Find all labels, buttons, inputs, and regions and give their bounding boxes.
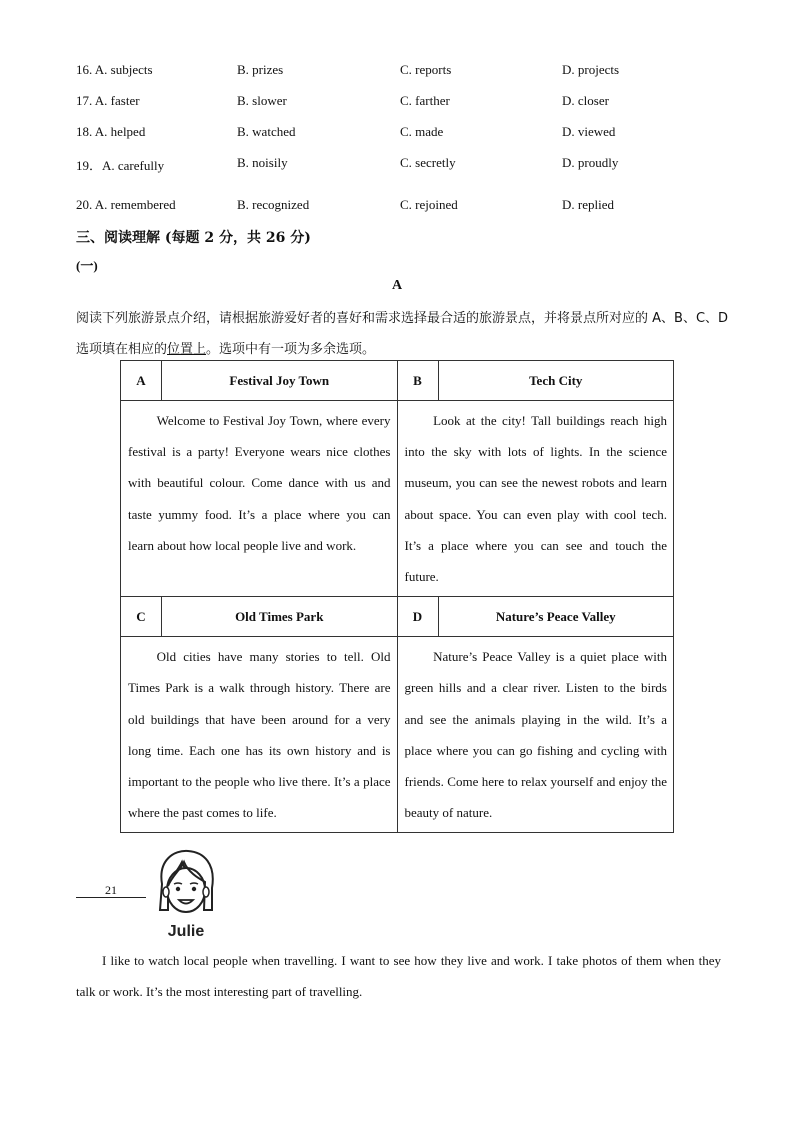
attraction-cell-c (121, 597, 398, 833)
option-d: D. viewed (562, 124, 616, 139)
attraction-name: Nature’s Peace Valley (495, 608, 616, 624)
option-b: B. prizes (237, 62, 284, 77)
option-a: 18. A. helped (76, 124, 146, 139)
attraction-cell-d (397, 597, 674, 833)
attraction-description: Old cities have many stories to tell. Old Times Park is a walk through history. There are old buildings that have been around for a very long time. Each one has its own history and is important to the people who live there. It’s a place where the past comes to life. (121, 636, 397, 832)
option-d: D. proudly (562, 155, 619, 170)
instructions-underlined: 位置上 (167, 342, 207, 357)
option-b: B. watched (237, 124, 296, 139)
answer-blank-21[interactable]: 21 (76, 884, 146, 898)
part-label: (一) (76, 258, 98, 273)
attraction-cell-a (121, 361, 398, 597)
person-name: Julie (167, 923, 205, 940)
option-d: D. closer (562, 93, 609, 108)
attraction-name: Tech City (529, 372, 583, 388)
option-b: B. noisily (237, 155, 288, 170)
instructions (76, 303, 736, 365)
attraction-name: Old Times Park (235, 608, 324, 624)
option-c: C. made (400, 124, 444, 139)
option-a: 16. A. subjects (76, 62, 153, 77)
attractions-table (120, 360, 674, 833)
section-title: 三、阅读理解 (每题 2 分，共 26 分) (76, 230, 311, 246)
option-c: C. secretly (400, 155, 456, 170)
attraction-letter: C (121, 597, 162, 636)
choice-list (76, 62, 716, 228)
attraction-name: Festival Joy Town (229, 372, 330, 388)
instructions-text-end: 。选项中有一项为多余选项。 (206, 342, 376, 357)
julie-statement: I like to watch local people when travelling. I want to see how they live and work. I take photos of them when they talk or work. It’s the most interesting part of travelling. (76, 953, 721, 999)
option-c: C. farther (400, 93, 450, 108)
option-a: 19．A. carefully (76, 158, 165, 173)
option-a: 17. A. faster (76, 93, 140, 108)
question-20 (76, 197, 716, 228)
julie-avatar (152, 848, 220, 940)
attraction-letter: A (121, 361, 162, 400)
option-b: B. recognized (237, 197, 310, 212)
attraction-description: Look at the city! Tall buildings reach high into the sky with lots of lights. In the science museum, you can see the newest robots and learn about space. You can even play with cool tech. It’s a place where you can see and touch the future. (398, 400, 674, 596)
attraction-letter: D (398, 597, 439, 636)
question-17 (76, 93, 716, 124)
girl-face-icon (152, 848, 220, 940)
question-16 (76, 62, 716, 93)
question-19 (76, 155, 716, 197)
instructions-text: 阅读下列旅游景点介绍，请根据旅游爱好者的喜好和需求选择最合适的旅游景点，并将景点所对应的 A、B、C、D 选项填在相应的 (76, 311, 729, 357)
attraction-description: Welcome to Festival Joy Town, where every festival is a party! Everyone wears nice clothes with beautiful colour. Come dance with us and taste yummy food. It’s a place where you can learn about how local people live and work. (121, 400, 397, 565)
option-a: 20. A. remembered (76, 197, 176, 212)
option-b: B. slower (237, 93, 287, 108)
question-18 (76, 124, 716, 155)
option-c: C. reports (400, 62, 452, 77)
attraction-letter: B (398, 361, 439, 400)
passage-letter: A (391, 278, 403, 293)
option-c: C. rejoined (400, 197, 458, 212)
option-d: D. projects (562, 62, 620, 77)
option-d: D. replied (562, 197, 614, 212)
attraction-cell-b (397, 361, 674, 597)
attraction-description: Nature’s Peace Valley is a quiet place with green hills and a clear river. Listen to the birds and see the animals playing in the wild. It’s a place where you can go fishing and cycling with friends. Come here to relax yourself and enjoy the beauty of nature. (398, 636, 674, 832)
